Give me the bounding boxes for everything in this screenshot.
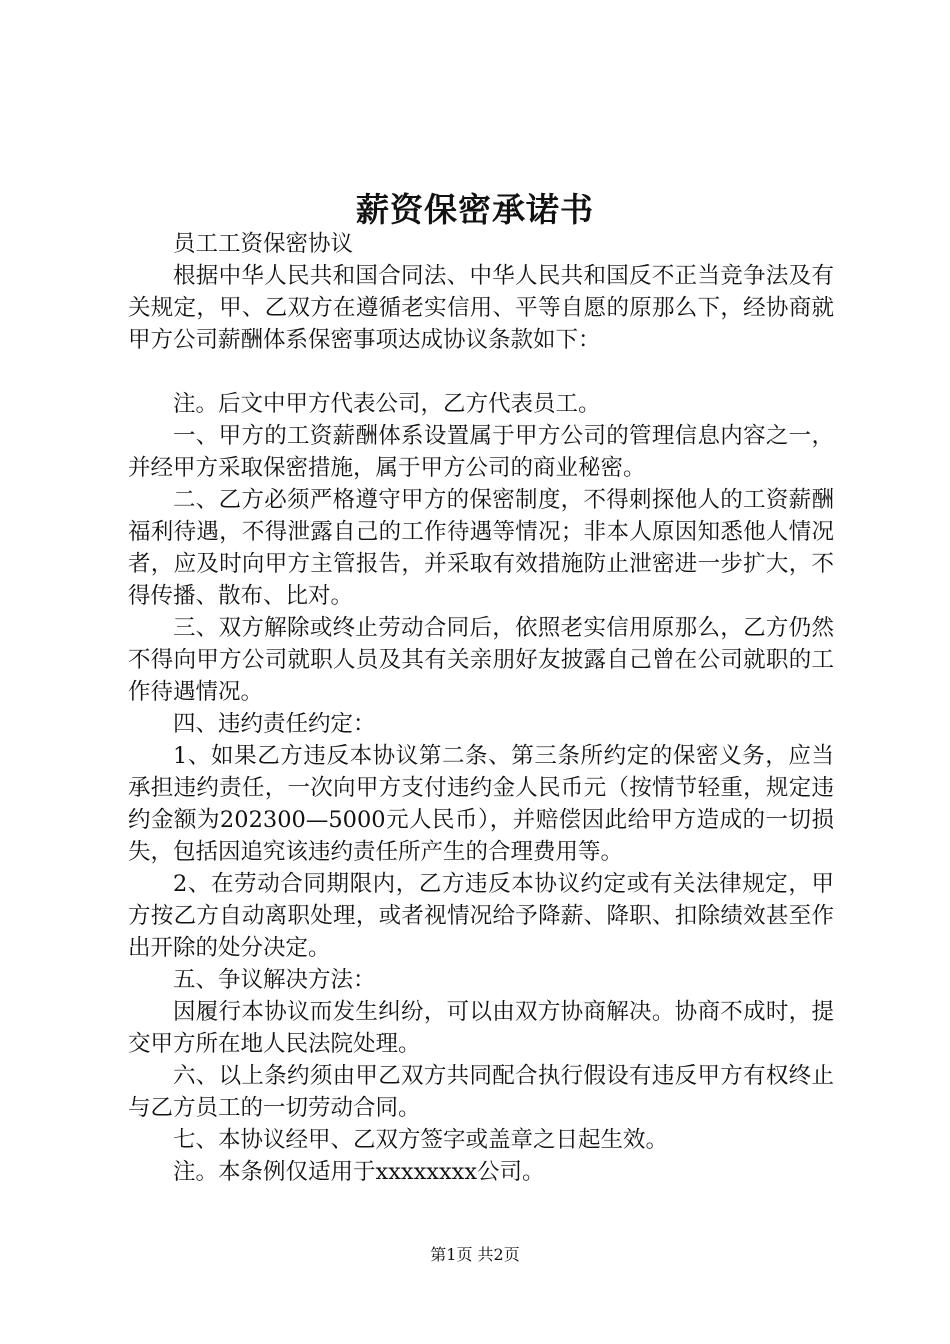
paragraph-clause-5-heading: 五、争议解决方法： — [173, 967, 376, 993]
paragraph-preamble: 根据中华人民共和国合同法、中华人民共和国反不正当竞争法及有关规定，甲、乙双方在遵循老实信用、平等自愿的原那么下，经协商就甲方公司薪酬体系保密事项达成协议条款如下： — [128, 263, 834, 353]
paragraph-subtitle: 员工工资保密协议 — [173, 231, 354, 257]
document-body — [128, 228, 834, 1188]
page-number-footer: 第1页 共2页 — [430, 1245, 520, 1264]
paragraph-clause-3: 三、双方解除或终止劳动合同后，依照老实信用原那么，乙方仍然不得向甲方公司就职人员及其有关亲朋好友披露自己曾在公司就职的工作待遇情况。 — [128, 615, 834, 705]
paragraph-clause-4-item-1: 1、如果乙方违反本协议第二条、第三条所约定的保密义务，应当承担违约责任，一次向甲方支付违约金人民币元（按情节轻重，规定违约金额为202300—5000元人民币），并赔偿因此给甲方造成的一切损失，包括因追究该违约责任所产生的合理费用等。 — [128, 743, 834, 865]
paragraph-clause-6: 六、以上条约须由甲乙双方共同配合执行假设有违反甲方有权终止与乙方员工的一切劳动合同。 — [128, 1063, 834, 1121]
paragraph-final-note: 注。本条例仅适用于xxxxxxxx公司。 — [173, 1159, 545, 1185]
paragraph-clause-2: 二、乙方必须严格遵守甲方的保密制度，不得刺探他人的工资薪酬福利待遇，不得泄露自己的工作待遇等情况；非本人原因知悉他人情况者，应及时向甲方主管报告，并采取有效措施防止泄密进一步扩大，不得传播、散布、比对。 — [128, 487, 834, 609]
paragraph-clause-1: 一、甲方的工资薪酬体系设置属于甲方公司的管理信息内容之一，并经甲方采取保密措施，属于甲方公司的商业秘密。 — [128, 423, 834, 481]
paragraph-clause-4-item-2: 2、在劳动合同期限内，乙方违反本协议约定或有关法律规定，甲方按乙方自动离职处理，或者视情况给予降薪、降职、扣除绩效甚至作出开除的处分决定。 — [128, 871, 834, 961]
paragraph-clause-7: 七、本协议经甲、乙双方签字或盖章之日起生效。 — [173, 1127, 669, 1153]
document-title: 薪资保密承诺书 — [356, 190, 594, 229]
paragraph-note: 注。后文中甲方代表公司，乙方代表员工。 — [173, 391, 601, 417]
blank-line — [128, 356, 834, 388]
paragraph-clause-4-heading: 四、违约责任约定： — [173, 711, 376, 737]
paragraph-clause-5-body: 因履行本协议而发生纠纷，可以由双方协商解决。协商不成时，提交甲方所在地人民法院处理。 — [128, 999, 834, 1057]
